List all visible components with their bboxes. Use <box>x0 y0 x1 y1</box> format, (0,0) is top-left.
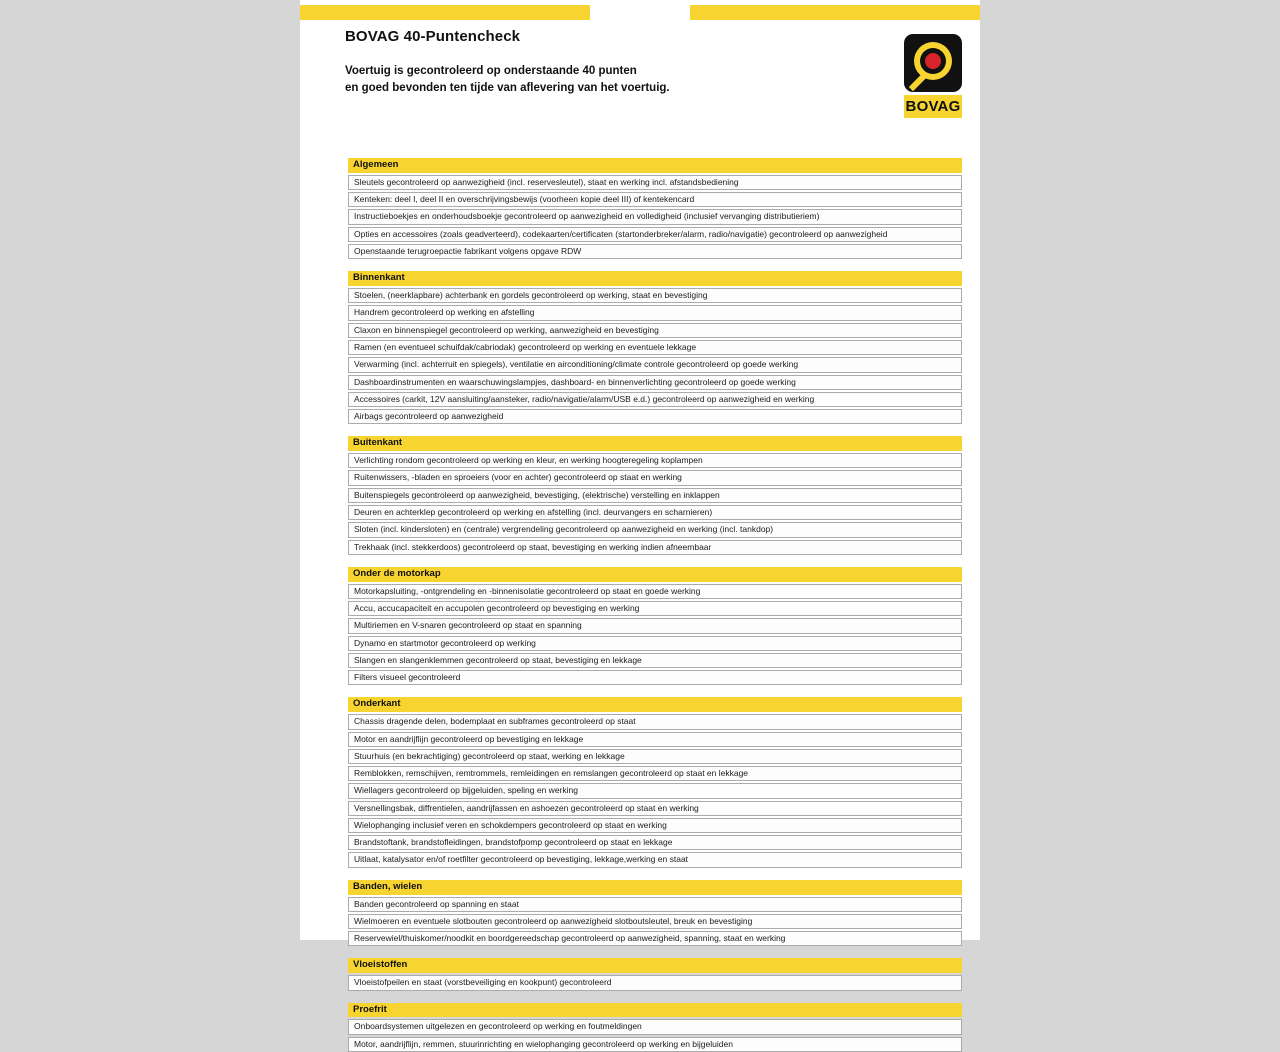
checklist-item: Instructieboekjes en onderhoudsboekje gecontroleerd op aanwezigheid en volledigheid (inclusief vervanging distributieriem) <box>348 209 962 224</box>
checklist-item: Dashboardinstrumenten en waarschuwingslampjes, dashboard- en binnenverlichting gecontroleerd op goede werking <box>348 375 962 390</box>
section-banden-wielen <box>348 880 962 947</box>
section-header: Banden, wielen <box>348 880 962 895</box>
section-buitenkant <box>348 436 962 555</box>
checklist-item: Filters visueel gecontroleerd <box>348 670 962 685</box>
checklist-item: Chassis dragende delen, bodemplaat en subframes gecontroleerd op staat <box>348 714 962 729</box>
checklist-item: Dynamo en startmotor gecontroleerd op werking <box>348 636 962 651</box>
section-header: Algemeen <box>348 158 962 173</box>
bovag-logo-wordmark: BOVAG <box>904 95 962 118</box>
section-onderkant <box>348 697 962 867</box>
section-proefrit <box>348 1003 962 1052</box>
checklist-item: Motor en aandrijflijn gecontroleerd op bevestiging en lekkage <box>348 732 962 747</box>
checklist-item: Handrem gecontroleerd op werking en afstelling <box>348 305 962 320</box>
checklist-item: Ruitenwissers, -bladen en sproeiers (voor en achter) gecontroleerd op staat en werking <box>348 470 962 485</box>
checklist-item: Stuurhuis (en bekrachtiging) gecontroleerd op staat, werking en lekkage <box>348 749 962 764</box>
checklist-item: Ramen (en eventueel schuifdak/cabriodak) gecontroleerd op werking en eventuele lekkage <box>348 340 962 355</box>
checklist-item: Wielmoeren en eventuele slotbouten gecontroleerd op aanwezigheid slotboutsleutel, breuk en bevestiging <box>348 914 962 929</box>
subtitle-line-1: Voertuig is gecontroleerd op onderstaande 40 punten <box>345 65 637 77</box>
logo-red-dot <box>925 53 941 69</box>
checklist-item: Banden gecontroleerd op spanning en staat <box>348 897 962 912</box>
checklist-item: Multiriemen en V-snaren gecontroleerd op staat en spanning <box>348 618 962 633</box>
checklist-item: Airbags gecontroleerd op aanwezigheid <box>348 409 962 424</box>
checklist-item: Wielophanging inclusief veren en schokdempers gecontroleerd op staat en werking <box>348 818 962 833</box>
checklist-item: Versnellingsbak, diffrentielen, aandrijfassen en ashoezen gecontroleerd op staat en werking <box>348 801 962 816</box>
checklist-item: Openstaande terugroepactie fabrikant volgens opgave RDW <box>348 244 962 259</box>
section-algemeen <box>348 158 962 259</box>
checklist-item: Uitlaat, katalysator en/of roetfilter gecontroleerd op bevestiging, lekkage,werking en staat <box>348 852 962 867</box>
checklist-item: Opties en accessoires (zoals geadverteerd), codekaarten/certificaten (startonderbreker/alarm, radio/navigatie) gecontroleerd op aanwezigheid <box>348 227 962 242</box>
section-header: Onderkant <box>348 697 962 712</box>
checklist-item: Motor, aandrijflijn, remmen, stuurinrichting en wielophanging gecontroleerd op werking en bijgeluiden <box>348 1037 962 1052</box>
section-header: Vloeistoffen <box>348 958 962 973</box>
checklist-item: Verwarming (incl. achterruit en spiegels), ventilatie en airconditioning/climate controle gecontroleerd op goede werking <box>348 357 962 372</box>
checklist-page <box>300 0 980 1049</box>
checklist-item: Trekhaak (incl. stekkerdoos) gecontroleerd op staat, bevestiging en werking indien afneembaar <box>348 540 962 555</box>
checklist-item: Vloeistofpeilen en staat (vorstbeveiliging en kookpunt) gecontroleerd <box>348 975 962 990</box>
section-onder-de-motorkap <box>348 567 962 686</box>
section-header: Proefrit <box>348 1003 962 1018</box>
checklist-item: Accessoires (carkit, 12V aansluiting/aansteker, radio/navigatie/alarm/USB e.d.) gecontroleerd op aanwezigheid en werking <box>348 392 962 407</box>
section-header: Binnenkant <box>348 271 962 286</box>
top-left-accent-bar <box>300 5 590 20</box>
checklist-item: Wiellagers gecontroleerd op bijgeluiden, speling en werking <box>348 783 962 798</box>
checklist-item: Remblokken, remschijven, remtrommels, remleidingen en remslangen gecontroleerd op staat en lekkage <box>348 766 962 781</box>
sections-container <box>300 158 980 1052</box>
section-header: Buitenkant <box>348 436 962 451</box>
checklist-item: Sloten (incl. kindersloten) en (centrale) vergrendeling gecontroleerd op aanwezigheid en werking (incl. tankdop) <box>348 522 962 537</box>
checklist-item: Accu, accucapaciteit en accupolen gecontroleerd op bevestiging en werking <box>348 601 962 616</box>
page-title: BOVAG 40-Puntencheck <box>345 28 521 45</box>
checklist-item: Slangen en slangenklemmen gecontroleerd op staat, bevestiging en lekkage <box>348 653 962 668</box>
top-right-accent-bar <box>690 5 980 20</box>
checklist-item: Verlichting rondom gecontroleerd op werking en kleur, en werking hoogteregeling koplampen <box>348 453 962 468</box>
section-vloeistoffen <box>348 958 962 990</box>
section-binnenkant <box>348 271 962 424</box>
bovag-logo-icon <box>904 34 962 92</box>
subtitle-line-2: en goed bevonden ten tijde van aflevering van het voertuig. <box>345 82 670 95</box>
header-text <box>345 28 670 98</box>
checklist-item: Claxon en binnenspiegel gecontroleerd op werking, aanwezigheid en bevestiging <box>348 323 962 338</box>
checklist-item: Stoelen, (neerklapbare) achterbank en gordels gecontroleerd op werking, staat en bevestiging <box>348 288 962 303</box>
section-header: Onder de motorkap <box>348 567 962 582</box>
checklist-item: Onboardsystemen uitgelezen en gecontroleerd op werking en foutmeldingen <box>348 1019 962 1034</box>
checklist-item: Sleutels gecontroleerd op aanwezigheid (incl. reservesleutel), staat en werking incl. afstandsbediening <box>348 175 962 190</box>
page-subtitle <box>345 63 670 98</box>
checklist-item: Kenteken: deel I, deel II en overschrijvingsbewijs (voorheen kopie deel III) of kentekencard <box>348 192 962 207</box>
checklist-item: Brandstoftank, brandstofleidingen, brandstofpomp gecontroleerd op staat en lekkage <box>348 835 962 850</box>
checklist-item: Reservewiel/thuiskomer/noodkit en boordgereedschap gecontroleerd op aanwezigheid, spanning, staat en werking <box>348 931 962 946</box>
bovag-logo <box>904 34 962 118</box>
checklist-item: Motorkapsluiting, -ontgrendeling en -binnenisolatie gecontroleerd op staat en goede werking <box>348 584 962 599</box>
checklist-item: Deuren en achterklep gecontroleerd op werking en afstelling (incl. deurvangers en scharnieren) <box>348 505 962 520</box>
checklist-item: Buitenspiegels gecontroleerd op aanwezigheid, bevestiging, (elektrische) verstelling en inklappen <box>348 488 962 503</box>
